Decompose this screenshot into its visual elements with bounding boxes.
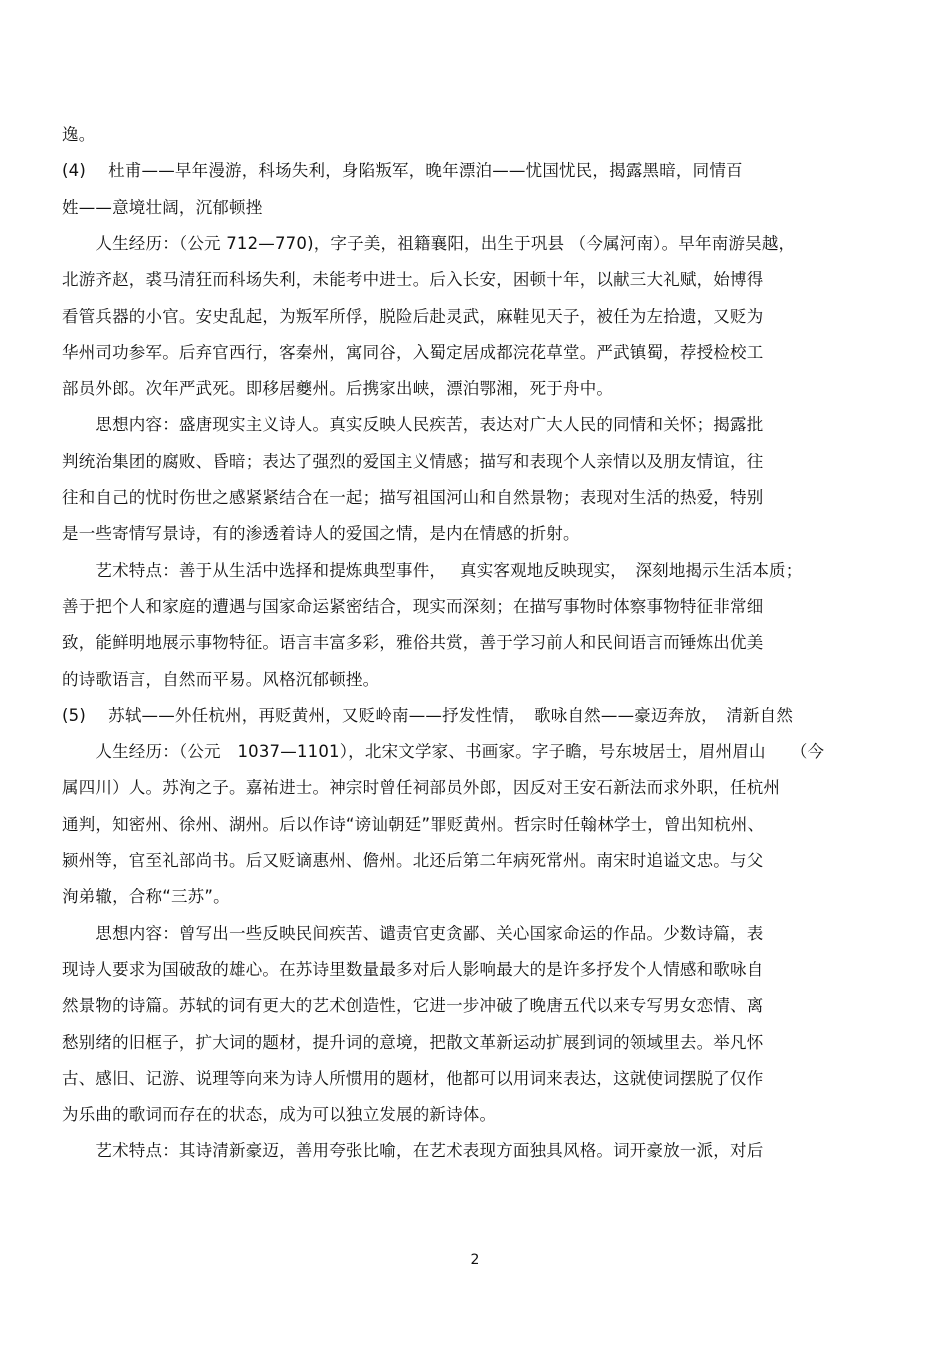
text-line: 属四川）人。苏洵之子。嘉祐进士。神宗时曾任祠部员外郎，因反对王安石新法而求外职，任杭州 (62, 778, 781, 797)
text-line: 致，能鲜明地展示事物特征。语言丰富多彩，雅俗共赏，善于学习前人和民间语言而锤炼出优美 (62, 633, 764, 652)
text-line: 为乐曲的歌词而存在的状态，成为可以独立发展的新诗体。 (62, 1105, 497, 1124)
text-line: 艺术特点：其诗清新豪迈，善用夸张比喻，在艺术表现方面独具风格。词开豪放一派，对后 (62, 1141, 764, 1160)
text-line: 通判，知密州、徐州、湖州。后以作诗“谤讪朝廷”罪贬黄州。哲宗时任翰林学士，曾出知杭州、 (62, 815, 765, 834)
text-line: 的诗歌语言，自然而平易。风格沉郁顿挫。 (62, 670, 380, 689)
text-line: 是一些寄情写景诗，有的渗透着诗人的爱国之情，是内在情感的折射。 (62, 524, 580, 543)
text-line: 洵弟辙，合称“三苏”。 (62, 887, 230, 906)
text-line: 思想内容：曾写出一些反映民间疾苦、谴责官吏贪鄙、关心国家命运的作品。少数诗篇，表 (62, 924, 764, 943)
text-line: 看管兵器的小官。安史乱起，为叛军所俘，脱险后赴灵武，麻鞋见天子，被任为左拾遗，又贬为 (62, 307, 764, 326)
text-line: 思想内容：盛唐现实主义诗人。真实反映人民疾苦，表达对广大人民的同情和关怀；揭露批 (62, 415, 764, 434)
text-line: 逸。 (62, 125, 96, 144)
text-line: 姓——意境壮阔，沉郁顿挫 (62, 198, 263, 217)
text-line: 部员外郎。次年严武死。即移居夔州。后携家出峡，漂泊鄂湘，死于舟中。 (62, 379, 614, 398)
text-line: (4) 杜甫——早年漫游，科场失利，身陷叛军，晚年漂泊——忧国忧民，揭露黑暗，同情百 (62, 161, 743, 180)
text-line: 判统治集团的腐败、昏暗；表达了强烈的爱国主义情感；描写和表现个人亲情以及朋友情谊，往 (62, 452, 764, 471)
text-line: 愁别绪的旧框子，扩大词的题材，提升词的意境，把散文革新运动扩展到词的领域里去。举凡怀 (62, 1033, 764, 1052)
text-line: 现诗人要求为国破敌的雄心。在苏诗里数量最多对后人影响最大的是许多抒发个人情感和歌咏自 (62, 960, 764, 979)
text-line: 华州司功参军。后弃官西行，客秦州，寓同谷，入蜀定居成都浣花草堂。严武镇蜀，荐授检校工 (62, 343, 764, 362)
text-line: 然景物的诗篇。苏轼的词有更大的艺术创造性，它进一步冲破了晚唐五代以来专写男女恋情、离 (62, 996, 764, 1015)
text-line: 艺术特点：善于从生活中选择和提炼典型事件， 真实客观地反映现实， 深刻地揭示生活本质； (62, 561, 803, 580)
text-line: 善于把个人和家庭的遭遇与国家命运紧密结合，现实而深刻；在描写事物时体察事物特征非常细 (62, 597, 764, 616)
text-line: (5) 苏轼——外任杭州，再贬黄州，又贬岭南——抒发性情， 歌咏自然——豪迈奔放， 清新自然 (62, 706, 794, 725)
text-line: 颍州等，官至礼部尚书。后又贬谪惠州、儋州。北还后第二年病死常州。南宋时追谥文忠。与父 (62, 851, 764, 870)
text-line: 人生经历：（公元 1037—1101），北宋文学家、书画家。字子瞻，号东坡居士，眉州眉山 （今 (62, 742, 825, 761)
text-line: 北游齐赵，裘马清狂而科场失利，未能考中进士。后入长安，困顿十年，以献三大礼赋，始博得 (62, 270, 764, 289)
page-number: 2 (470, 1252, 480, 1268)
text-line: 古、感旧、记游、说理等向来为诗人所惯用的题材，他都可以用词来表达，这就使词摆脱了仅作 (62, 1069, 764, 1088)
text-line: 人生经历：（公元 712—770)，字子美，祖籍襄阳，出生于巩县 （今属河南）。早年南游吴越， (62, 234, 796, 253)
text-line: 往和自己的忧时伤世之感紧紧结合在一起；描写祖国河山和自然景物；表现对生活的热爱，特别 (62, 488, 764, 507)
